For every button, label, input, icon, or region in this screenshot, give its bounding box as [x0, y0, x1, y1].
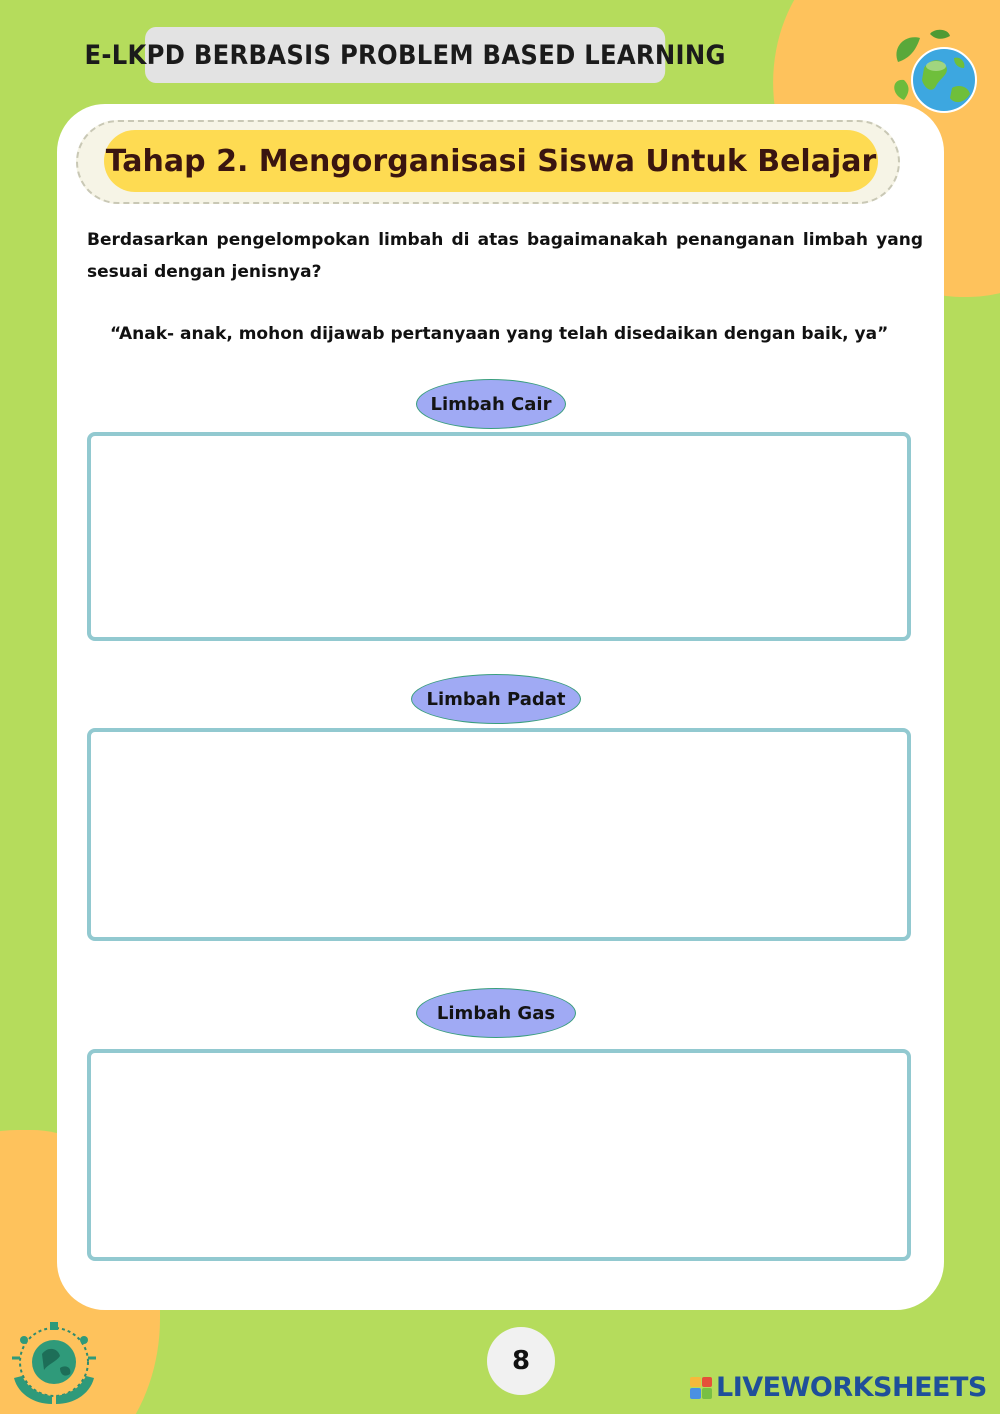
globe-icon [890, 28, 982, 116]
brand-name: LIVEWORKSHEETS [716, 1372, 987, 1403]
answer-box-limbah-cair[interactable] [87, 432, 911, 641]
label-limbah-cair: Limbah Cair [416, 379, 566, 429]
label-limbah-padat: Limbah Padat [411, 674, 581, 724]
answer-box-limbah-gas[interactable] [87, 1049, 911, 1261]
liveworksheets-logo-icon [690, 1377, 712, 1399]
question-text: Berdasarkan pengelompokan limbah di atas bagaimanakah penanganan limbah yang sesuai dengan jenisnya? [87, 230, 923, 282]
section-title: Tahap 2. Mengorganisasi Siswa Untuk Belajar [105, 143, 877, 179]
answer-box-limbah-padat[interactable] [87, 728, 911, 941]
header-title: E-LKPD BERBASIS PROBLEM BASED LEARNING [145, 27, 665, 83]
section-title-pill [104, 130, 878, 192]
eco-hands-globe-icon [4, 1318, 104, 1414]
liveworksheets-brand[interactable] [690, 1372, 987, 1403]
page-number: 8 [487, 1327, 555, 1395]
label-limbah-gas: Limbah Gas [416, 988, 576, 1038]
instruction-text: “Anak- anak, mohon dijawab pertanyaan yang telah disedaikan dengan baik, ya” [110, 324, 889, 344]
